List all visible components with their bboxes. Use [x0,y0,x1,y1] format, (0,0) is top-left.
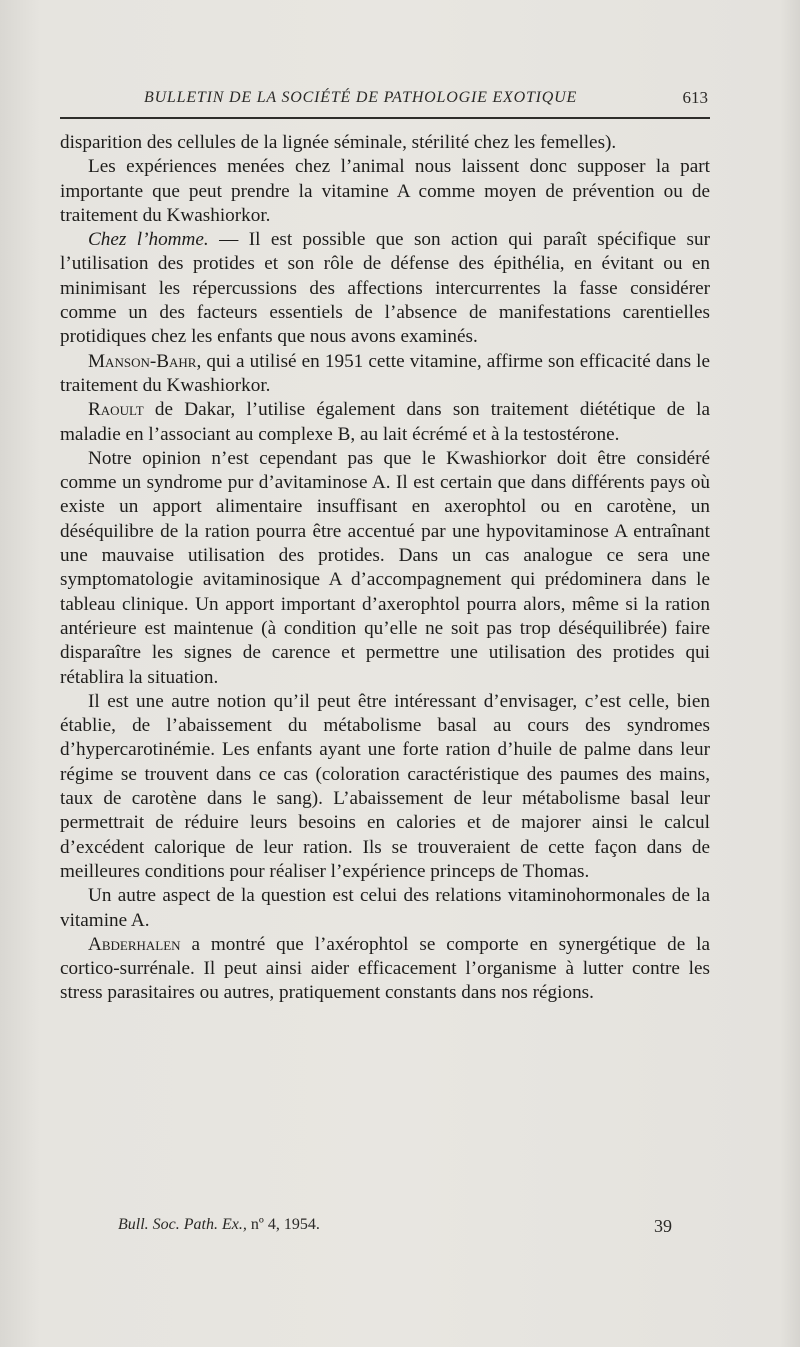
author-name: Manson-Bahr [88,350,197,372]
paragraph-1: disparition des cellules de la lignée séminale, stérilité chez les femelles). [60,132,617,153]
running-title: BULLETIN DE LA SOCIÉTÉ DE PATHOLOGIE EXOTIQUE [144,89,578,106]
sheet-number: 39 [654,1216,672,1236]
header-rule [60,117,710,119]
article-body [60,131,710,1006]
paragraph-7: Il est une autre notion qu’il peut être intéressant d’envisager, c’est celle, bien établie, de l’abaissement du métabolisme basal au cours des syndromes d’hypercarotinémie. Les enfants ayant une forte ration d’huile de palme dans leur régime se trouvent dans ce cas (coloration caractéristique des paumes des mains, taux de carotène dans le sang). L’abaissement de leur métabolisme basal leur permettrait de réduire leurs besoins en calories et de majorer ainsi le calcul d’excédent calorique de leur ration. Ils se trouveraient de cette façon dans de meilleures conditions pour réaliser l’expérience princeps de Thomas. [60,690,710,882]
paragraph-2: Les expériences menées chez l’animal nous laissent donc supposer la part importante que peut prendre la vitamine A comme moyen de prévention ou de traitement du Kwashiorkor. [60,156,710,226]
page-footer [60,1214,710,1240]
paragraph-3: Chez l’homme. — Il est possible que son action qui paraît spécifique sur l’utilisation des protides et son rôle de défense des épithélia, en évitant ou en minimisant les répercussions des affections intercurrentes la fasse considérer comme un des facteurs essentiels de l’absence de manifestations carentielles protidiques chez les enfants que nous avons examinés. [60,229,710,348]
paragraph-9: Abderhalen a montré que l’axérophtol se comporte en synergétique de la cortico-surrénale. Il peut ainsi aider efficacement l’organisme à lutter contre les stress parasitaires ou autres, pratiquement constants dans nos régions. [60,933,710,1004]
page-number: 613 [682,88,708,107]
author-name: Abderhalen [88,933,181,955]
paragraph-4: Manson-Bahr, qui a utilisé en 1951 cette vitamine, affirme son efficacité dans le traitement du Kwashiorkor. [60,350,710,396]
paragraph-5: Raoult de Dakar, l’utilise également dans son traitement diététique de la maladie en l’associant au complexe B, au lait écrémé et à la testostérone. [60,399,710,445]
paragraph-8: Un autre aspect de la question est celui des relations vitaminohormonales de la vitamine A. [60,885,710,931]
paragraph-6: Notre opinion n’est cependant pas que le Kwashiorkor doit être considéré comme un syndrome pur d’avitaminose A. Il est certain que dans différents pays où existe un apport alimentaire insuffisant en axerophtol ou en carotène, un déséquilibre de la ration pourra être accentué par une hypovitaminose A entraînant une mauvaise utilisation des protides. Dans un cas analogue ce sera une symptomatologie avitaminosique A d’accompagnement qui prédominera dans le tableau clinique. Un apport important d’axerophtol pourra alors, même si la ration antérieure est maintenue (à condition qu’elle ne soit pas trop déséquilibrée) faire disparaître les signes de carence et permettre une utilisation des protides qui rétablira la situation. [60,447,710,688]
journal-reference: Bull. Soc. Path. Ex., nº 4, 1954. [118,1216,320,1233]
author-name: Raoult [88,399,144,421]
section-lead: Chez l’homme. [88,229,209,251]
page-header [60,86,710,114]
